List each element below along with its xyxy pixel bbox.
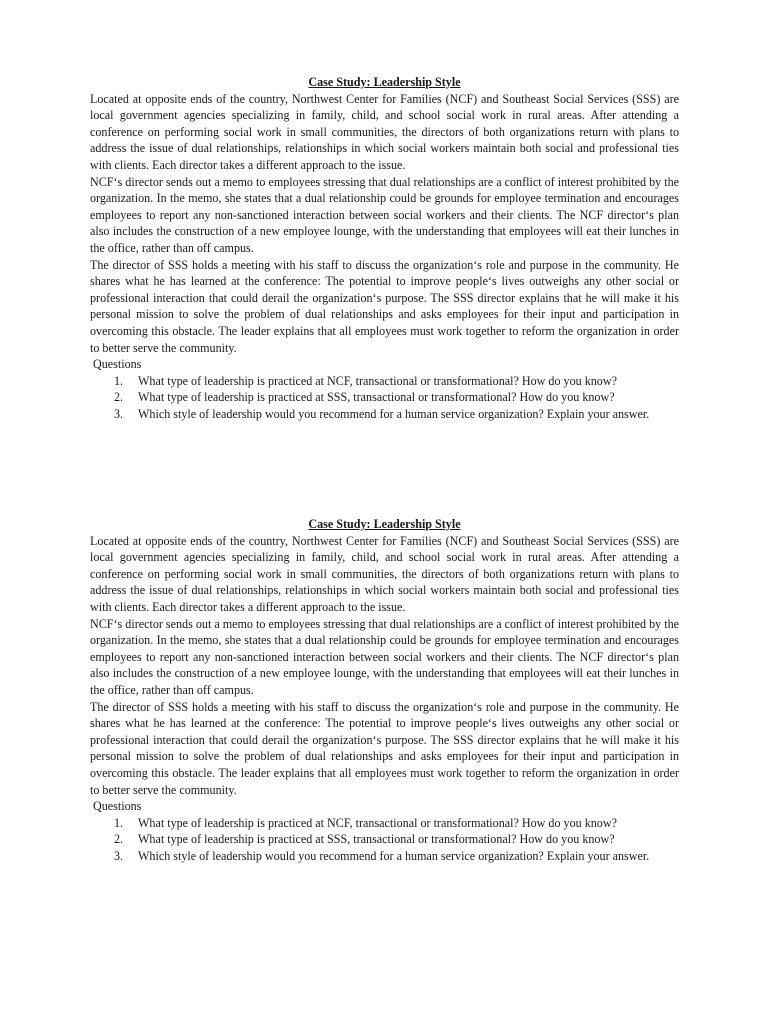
question-item	[90, 815, 679, 832]
question-item	[90, 831, 679, 848]
question-number: 2.	[114, 390, 124, 405]
questions-list	[90, 373, 679, 423]
case-study-title: Case Study: Leadership Style	[308, 517, 461, 531]
question-text: What type of leadership is practiced at NCF, transactional or transformational? How do you know?	[138, 815, 617, 830]
case-study-title: Case Study: Leadership Style	[308, 75, 461, 89]
question-item	[90, 406, 679, 423]
question-text: Which style of leadership would you recommend for a human service organization? Explain your answer.	[138, 406, 650, 421]
question-number: 1.	[114, 815, 124, 830]
question-number: 3.	[114, 406, 124, 421]
questions-heading: Questions	[93, 799, 142, 814]
question-item	[90, 389, 679, 406]
question-number: 3.	[114, 848, 124, 863]
intro-paragraph: Located at opposite ends of the country, Northwest Center for Families (NCF) and Southeast Social Services (SSS) are local government agencies specializing in family, child, and school social work in rural areas. After attending a conference on performing social work in small communities, the directors of both organizations return with plans to address the issue of dual relationships, relationships in which social workers maintain both social and professional ties with clients. Each director takes a different approach to the issue.	[90, 91, 679, 172]
questions-heading: Questions	[93, 357, 142, 372]
question-number: 1.	[114, 373, 124, 388]
question-item	[90, 848, 679, 865]
case-study-section	[90, 74, 679, 422]
question-number: 2.	[114, 832, 124, 847]
question-text: What type of leadership is practiced at SSS, transactional or transformational? How do you know?	[138, 832, 615, 847]
intro-paragraph: Located at opposite ends of the country, Northwest Center for Families (NCF) and Southeast Social Services (SSS) are local government agencies specializing in family, child, and school social work in rural areas. After attending a conference on performing social work in small communities, the directors of both organizations return with plans to address the issue of dual relationships, relationships in which social workers maintain both social and professional ties with clients. Each director takes a different approach to the issue.	[90, 533, 679, 614]
question-text: Which style of leadership would you recommend for a human service organization? Explain your answer.	[138, 848, 650, 863]
sss-paragraph: The director of SSS holds a meeting with his staff to discuss the organization‘s role and purpose in the community. He shares what he has learned at the conference: The potential to improve people‘s lives outweighs any other social or professional interaction that could derail the organization‘s purpose. The SSS director explains that he will make it his personal mission to solve the problem of dual relationships and asks employees for their input and participation in overcoming this obstacle. The leader explains that all employees must work together to reform the organization in order to better serve the community.	[90, 699, 679, 797]
question-text: What type of leadership is practiced at NCF, transactional or transformational? How do you know?	[138, 373, 617, 388]
question-text: What type of leadership is practiced at SSS, transactional or transformational? How do you know?	[138, 390, 615, 405]
questions-list	[90, 815, 679, 865]
ncf-paragraph: NCF‘s director sends out a memo to employees stressing that dual relationships are a conflict of interest prohibited by the organization. In the memo, she states that a dual relationship could be grounds for employee termination and encourages employees to report any non-sanctioned interaction between social workers and their clients. The NCF director‘s plan also includes the construction of a new employee lounge, with the understanding that employees will eat their lunches in the office, rather than off campus.	[90, 616, 679, 697]
sss-paragraph: The director of SSS holds a meeting with his staff to discuss the organization‘s role and purpose in the community. He shares what he has learned at the conference: The potential to improve people‘s lives outweighs any other social or professional interaction that could derail the organization‘s purpose. The SSS director explains that he will make it his personal mission to solve the problem of dual relationships and asks employees for their input and participation in overcoming this obstacle. The leader explains that all employees must work together to reform the organization in order to better serve the community.	[90, 257, 679, 355]
case-study-section	[90, 516, 679, 864]
question-item	[90, 373, 679, 390]
ncf-paragraph: NCF‘s director sends out a memo to employees stressing that dual relationships are a conflict of interest prohibited by the organization. In the memo, she states that a dual relationship could be grounds for employee termination and encourages employees to report any non-sanctioned interaction between social workers and their clients. The NCF director‘s plan also includes the construction of a new employee lounge, with the understanding that employees will eat their lunches in the office, rather than off campus.	[90, 174, 679, 255]
